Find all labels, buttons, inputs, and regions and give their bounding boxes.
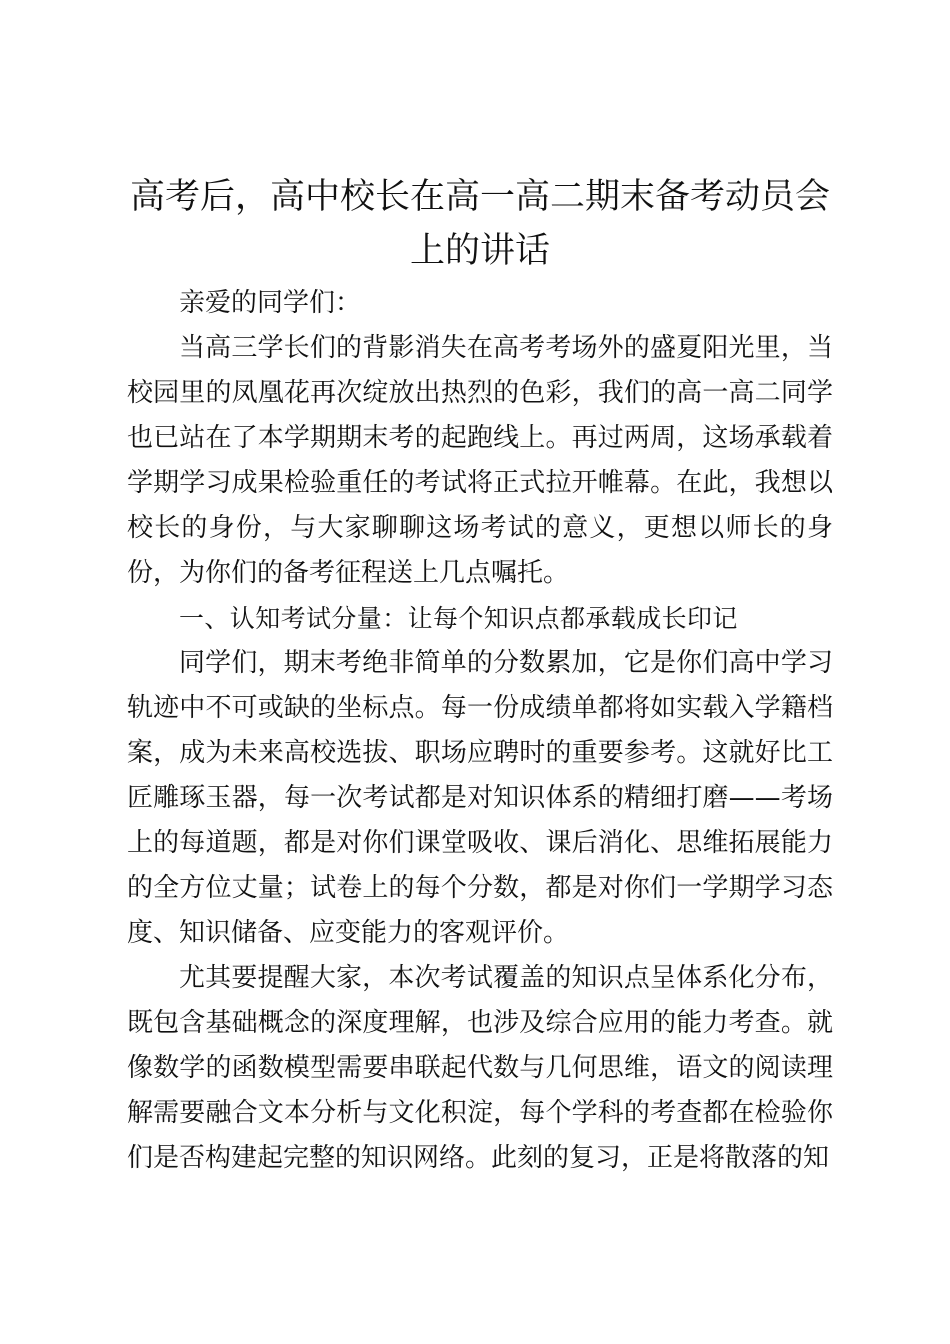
greeting-line: 亲爱的同学们： bbox=[179, 288, 362, 318]
document-content bbox=[127, 170, 833, 1181]
paragraph-exam-significance: 同学们，期末考绝非简单的分数累加，它是你们高中学习轨迹中不可或缺的坐标点。每一份成绩单都将如实载入学籍档案，成为未来高校选拔、职场应聘时的重要参考。这就好比工匠雕琢玉器，每一次考试都是对知识体系的精细打磨——考场上的每道题，都是对你们课堂吸收、课后消化、思维拓展能力的全方位丈量；试卷上的每个分数，都是对你们一学期学习态度、知识储备、应变能力的客观评价。 bbox=[127, 648, 833, 948]
section-heading-one: 一、认知考试分量：让每个知识点都承载成长印记 bbox=[179, 604, 738, 633]
document-title: 高考后，高中校长在高一高二期末备考动员会上的讲话 bbox=[129, 177, 830, 271]
paragraph-knowledge-system: 尤其要提醒大家，本次考试覆盖的知识点呈体系化分布，既包含基础概念的深度理解，也涉及综合应用的能力考查。就像数学的函数模型需要串联起代数与几何思维，语文的阅读理解需要融合文本分析与文化积淀，每个学科的考查都在检验你们是否构建起完整的知识网络。此刻的复习，正是将散落的知 bbox=[127, 963, 833, 1173]
paragraph-intro: 当高三学长们的背影消失在高考考场外的盛夏阳光里，当校园里的凤凰花再次绽放出热烈的色彩，我们的高一高二同学也已站在了本学期期末考的起跑线上。再过两周，这场承载着学期学习成果检验重任的考试将正式拉开帷幕。在此，我想以校长的身份，与大家聊聊这场考试的意义，更想以师长的身份，为你们的备考征程送上几点嘱托。 bbox=[127, 333, 833, 588]
